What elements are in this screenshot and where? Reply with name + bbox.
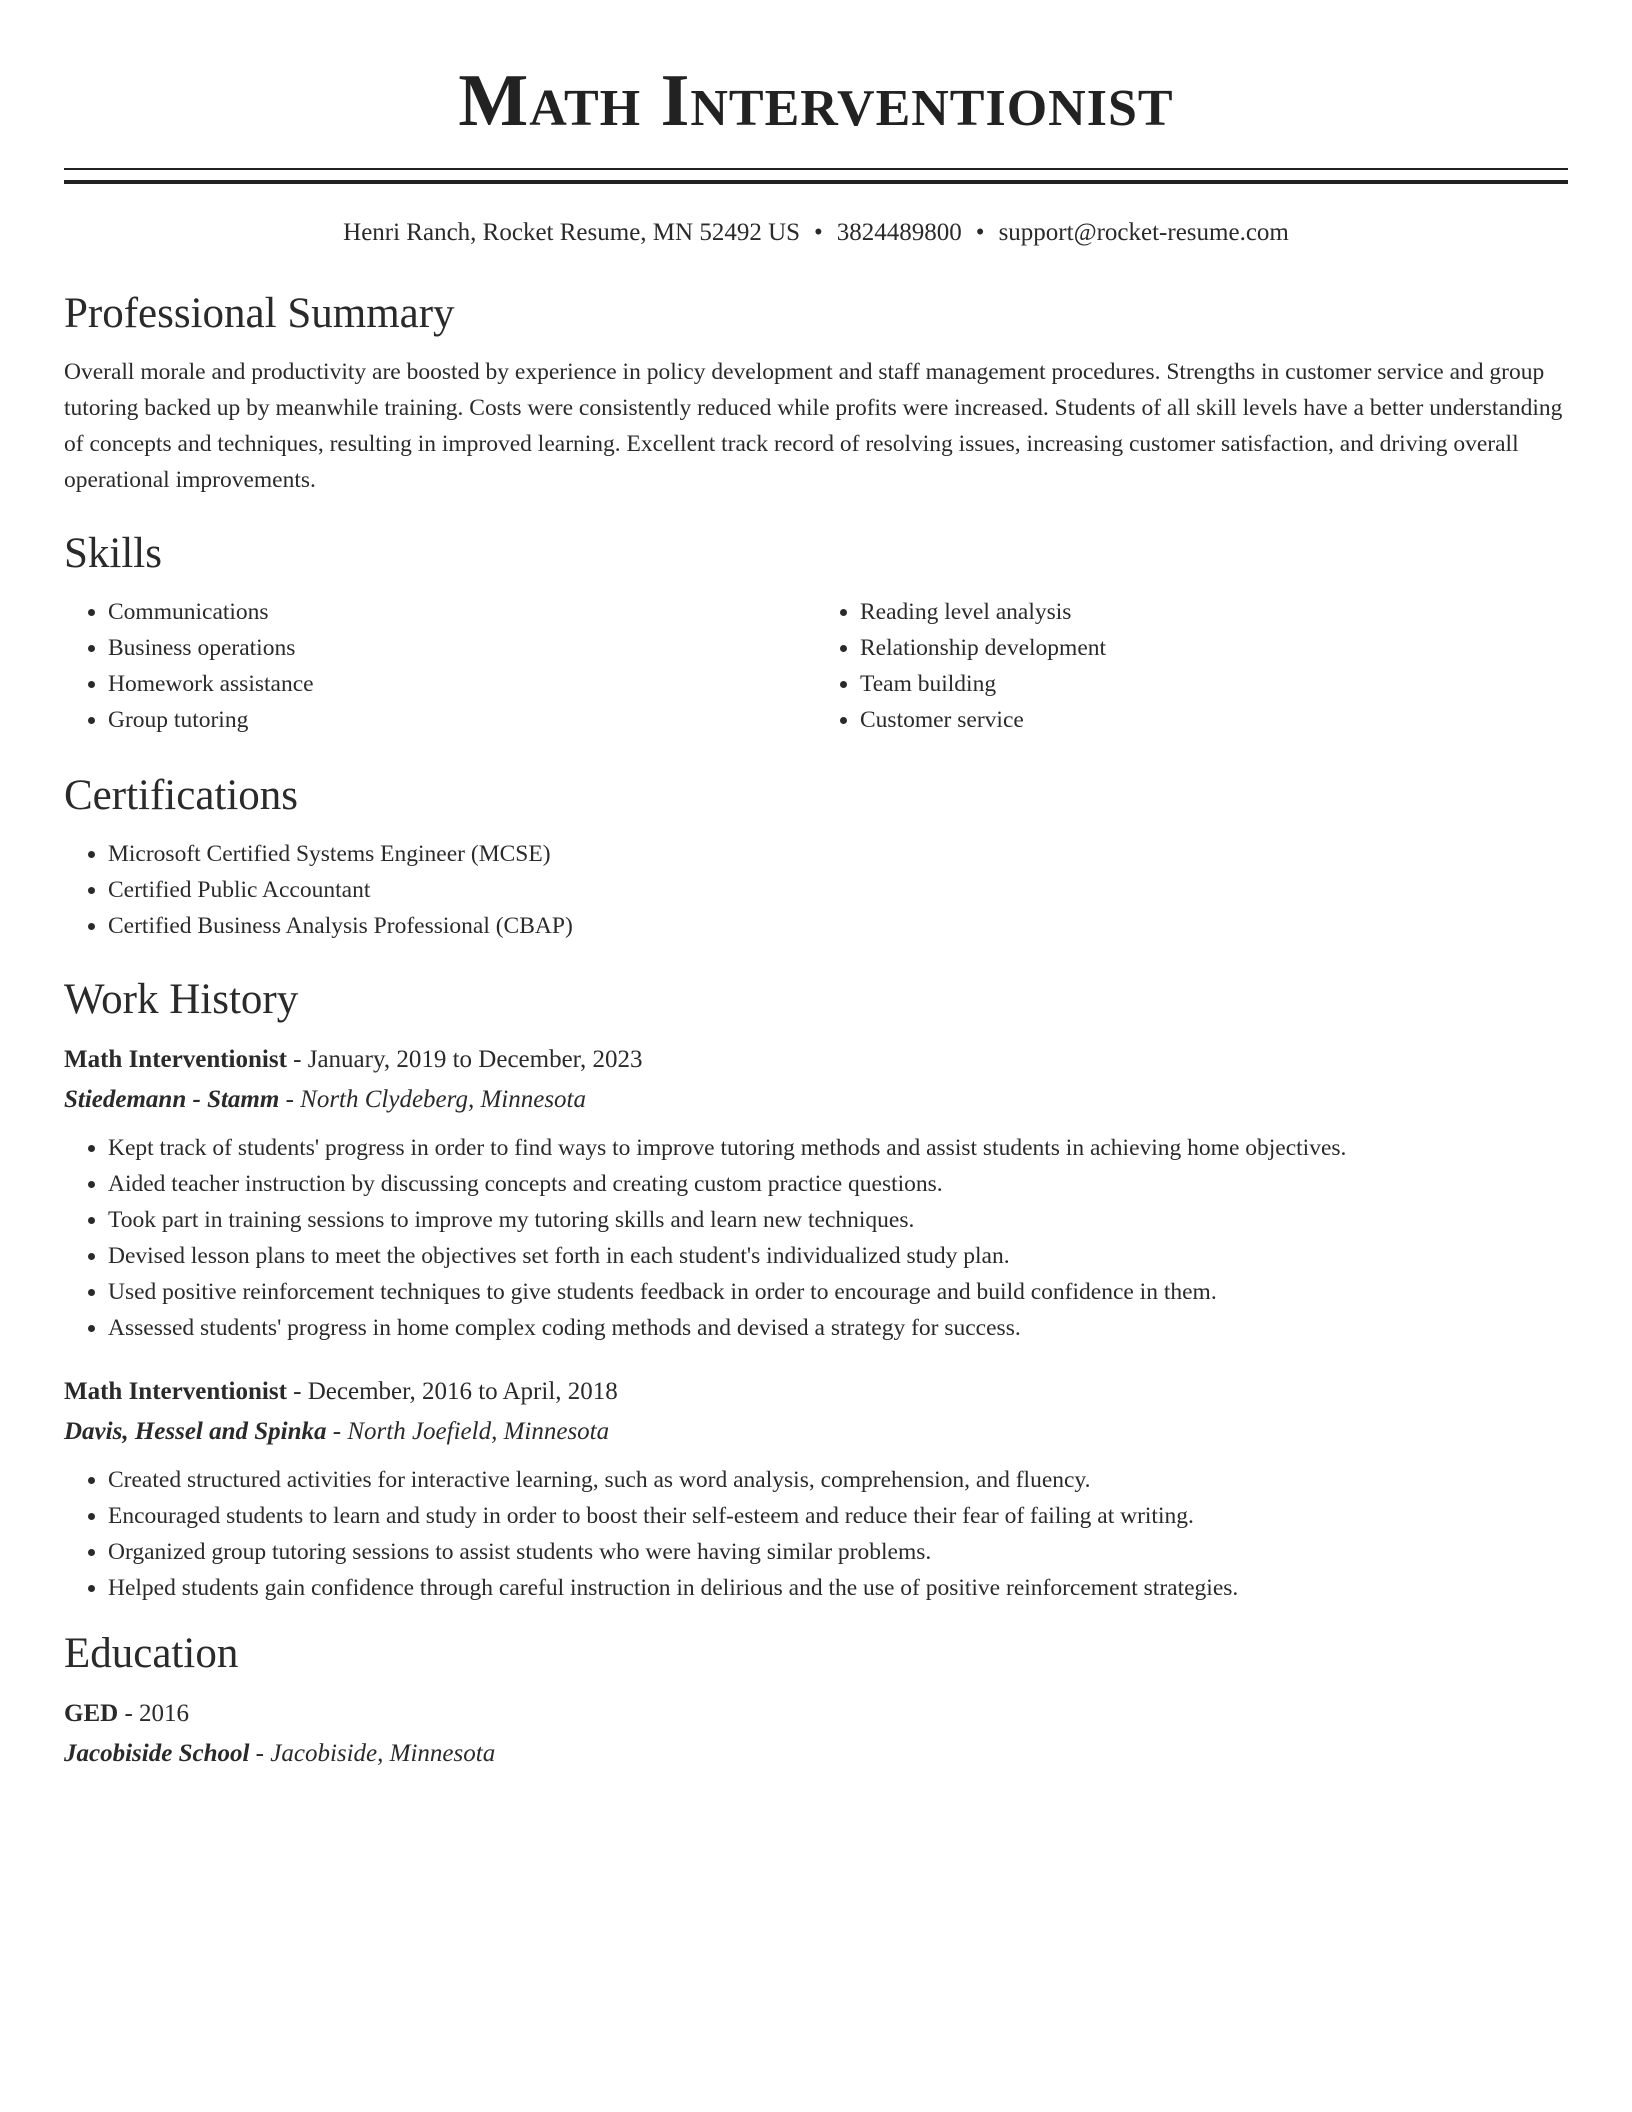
job-bullet: • Created structured activities for interactive learning, such as word analysis, comprehension, and fluency.: [108, 1462, 1568, 1498]
summary-heading: Professional Summary: [64, 290, 455, 337]
contact-line: [64, 216, 1568, 250]
skills-list-right: [816, 594, 1568, 738]
job-bullet: • Kept track of students' progress in order to find ways to improve tutoring methods and assist students in achieving home objectives.: [108, 1130, 1568, 1166]
job-bullet: • Took part in training sessions to improve my tutoring skills and learn new techniques.: [108, 1202, 1568, 1238]
education-school-line: [64, 1734, 1568, 1774]
job-dates: - December, 2016 to April, 2018: [286, 1378, 618, 1405]
job-bullet: • Assessed students' progress in home complex coding methods and devised a strategy for success.: [108, 1310, 1568, 1346]
job-entry: [64, 1040, 1568, 1346]
skill-item: • Business operations: [108, 630, 816, 666]
job-bullet-list: [64, 1462, 1568, 1606]
work-history-heading: Work History: [64, 976, 299, 1023]
job-title-line: [64, 1372, 1568, 1412]
education-degree: GED: [64, 1700, 119, 1727]
job-bullet: • Used positive reinforcement techniques to give students feedback in order to encourage and build confidence in them.: [108, 1274, 1568, 1310]
education-degree-line: [64, 1694, 1568, 1734]
skill-item: • Homework assistance: [108, 666, 816, 702]
job-location: - North Joefield, Minnesota: [326, 1418, 610, 1445]
job-company-line: [64, 1080, 1568, 1120]
job-role: Math Interventionist: [64, 1378, 287, 1405]
job-bullet: • Devised lesson plans to meet the objectives set forth in each student's individualized study plan.: [108, 1238, 1568, 1274]
summary-text: Overall morale and productivity are boosted by experience in policy development and staff management procedures. Strengths in customer service and group tutoring backed up by meanwhile training. Costs were consistently reduced while profits were increased. Students of all skill levels have a better understanding of concepts and techniques, resulting in improved learning. Excellent track record of resolving issues, increasing customer satisfaction, and driving overall operational improvements.: [64, 359, 1563, 493]
resume-name: Math Interventionist: [458, 60, 1174, 142]
job-bullet: • Encouraged students to learn and study in order to boost their self-esteem and reduce their fear of failing at writing.: [108, 1498, 1568, 1534]
job-role: Math Interventionist: [64, 1046, 287, 1073]
contact-separator: •: [814, 219, 823, 246]
job-bullet: • Aided teacher instruction by discussing concepts and creating custom practice questions.: [108, 1166, 1568, 1202]
job-entry: [64, 1372, 1568, 1606]
education-school: Jacobiside School: [64, 1740, 250, 1767]
job-company-line: [64, 1412, 1568, 1452]
skill-item: • Relationship development: [860, 630, 1568, 666]
job-company: Stiedemann - Stamm: [64, 1086, 280, 1113]
certification-item: • Microsoft Certified Systems Engineer (MCSE): [108, 836, 1568, 872]
education-year: - 2016: [118, 1700, 190, 1727]
education-location: - Jacobiside, Minnesota: [249, 1740, 496, 1767]
certifications-list: [64, 836, 1568, 944]
skill-item: • Reading level analysis: [860, 594, 1568, 630]
education-heading: Education: [64, 1630, 239, 1677]
skills-grid: [64, 594, 1568, 738]
contact-email: support@rocket-resume.com: [998, 219, 1289, 246]
job-dates: - January, 2019 to December, 2023: [286, 1046, 643, 1073]
skill-item: • Customer service: [860, 702, 1568, 738]
job-bullet: • Organized group tutoring sessions to assist students who were having similar problems.: [108, 1534, 1568, 1570]
job-location: - North Clydeberg, Minnesota: [279, 1086, 586, 1113]
contact-separator: •: [975, 219, 985, 246]
certification-item: • Certified Public Accountant: [108, 872, 1568, 908]
certification-item: • Certified Business Analysis Professional (CBAP): [108, 908, 1568, 944]
job-bullet-list: [64, 1130, 1568, 1346]
job-title-line: [64, 1040, 1568, 1080]
contact-address: Henri Ranch, Rocket Resume, MN 52492 US: [343, 219, 801, 246]
skills-heading: Skills: [64, 530, 162, 577]
skill-item: • Communications: [108, 594, 816, 630]
contact-phone: 3824489800: [836, 219, 962, 246]
header-divider: [64, 168, 1568, 184]
skill-item: • Team building: [860, 666, 1568, 702]
job-company: Davis, Hessel and Spinka: [64, 1418, 327, 1445]
skill-item: • Group tutoring: [108, 702, 816, 738]
skills-list-left: [64, 594, 816, 738]
certifications-heading: Certifications: [64, 772, 299, 819]
job-bullet: • Helped students gain confidence through careful instruction in delirious and the use of positive reinforcement strategies.: [108, 1570, 1568, 1606]
